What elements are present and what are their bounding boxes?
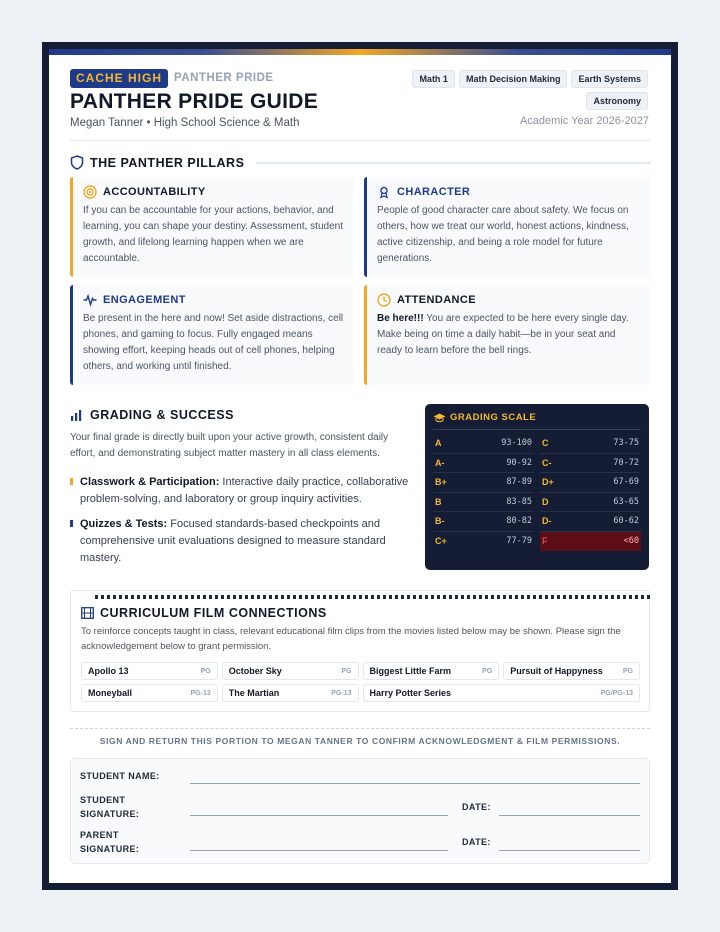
attendance-text: You are expected to be here every single day. Make being on time a daily habit—be in your seat and ready to learn before the bell rings. xyxy=(377,313,629,356)
course-chip: Earth Systems xyxy=(571,70,648,88)
course-chip: Math Decision Making xyxy=(459,70,568,88)
scale-range: 80-82 xyxy=(506,516,532,527)
film-rating: PG-13 xyxy=(190,689,211,697)
scale-grade: C- xyxy=(542,457,552,468)
film-item xyxy=(222,684,359,702)
film-title: The Martian xyxy=(228,688,280,698)
pulse-icon xyxy=(83,293,97,307)
label-line: STUDENT xyxy=(80,795,126,805)
parent-signature-line[interactable] xyxy=(190,850,448,851)
scale-row xyxy=(540,454,641,474)
film-item xyxy=(81,684,218,702)
scale-row xyxy=(433,454,534,474)
scale-row xyxy=(433,473,534,493)
bullet-marker xyxy=(70,520,73,527)
parent-signature-label xyxy=(80,828,139,856)
pillar-title xyxy=(377,185,640,199)
pillars-heading-text: THE PANTHER PILLARS xyxy=(90,155,245,170)
grading-heading xyxy=(70,408,234,422)
scale-row xyxy=(433,434,534,454)
course-chips xyxy=(388,70,648,110)
page-title: PANTHER PRIDE GUIDE xyxy=(70,90,318,113)
bullet-text: Focused standards-based checkpoints and comprehensive unit evaluations designed to measure standard mastery. xyxy=(80,518,386,564)
scale-grade: D+ xyxy=(542,477,554,488)
student-signature-label xyxy=(80,793,139,821)
parent-date-label: DATE: xyxy=(462,837,491,847)
scale-range: 63-65 xyxy=(613,496,639,507)
film-rating: PG/PG-13 xyxy=(600,689,633,697)
label-line: SIGNATURE: xyxy=(80,844,140,854)
attendance-lead: Be here!!! xyxy=(377,313,424,324)
scale-row xyxy=(540,512,641,532)
bullet-label: Classwork & Participation: xyxy=(80,476,220,488)
label-line: SIGNATURE: xyxy=(80,809,140,819)
bullet-marker xyxy=(70,478,73,485)
student-name-line[interactable] xyxy=(190,783,640,784)
header-divider xyxy=(70,140,650,141)
school-badge: CACHE HIGH xyxy=(70,69,168,88)
pillar-title xyxy=(83,293,344,307)
scale-grade: D- xyxy=(542,516,552,527)
scale-row-fail xyxy=(540,532,641,552)
parent-date-line[interactable] xyxy=(499,850,640,851)
film-rating: PG-13 xyxy=(331,689,352,697)
accent-bar xyxy=(49,49,671,55)
film-icon xyxy=(81,607,94,619)
pillar-title-text: CHARACTER xyxy=(397,186,471,198)
grading-scale-title-text: GRADING SCALE xyxy=(450,412,537,423)
pillar-title-text: ACCOUNTABILITY xyxy=(103,186,206,198)
pillars-heading xyxy=(70,155,650,170)
film-title: Moneyball xyxy=(88,688,133,698)
film-title: October Sky xyxy=(228,666,282,676)
bullet-text: Interactive daily practice, collaborative problem-solving, and laboratory or group inquiry activities. xyxy=(80,476,409,505)
film-rating: PG xyxy=(622,667,633,675)
scale-grade: B- xyxy=(435,516,445,527)
film-rating: PG xyxy=(200,667,211,675)
scale-grade: D xyxy=(542,496,549,507)
bullet-label: Quizzes & Tests: xyxy=(80,518,168,530)
film-rating: PG xyxy=(482,667,493,675)
student-signature-line[interactable] xyxy=(190,815,448,816)
academic-year: Academic Year 2026-2027 xyxy=(519,115,649,127)
scale-column-left xyxy=(433,434,534,551)
course-chip: Math 1 xyxy=(412,70,455,88)
film-title: Apollo 13 xyxy=(88,666,129,676)
scale-grade: A xyxy=(435,438,442,449)
label-line: PARENT xyxy=(80,830,119,840)
film-strip-border xyxy=(95,595,650,599)
scale-range: 93-100 xyxy=(501,438,532,449)
grading-intro: Your final grade is directly built upon your active growth, consistent daily effort, and demonstrating subject matter mastery in all class elements. xyxy=(70,432,389,459)
pillar-title xyxy=(377,293,640,307)
film-title: Biggest Little Farm xyxy=(369,666,452,676)
course-chip: Astronomy xyxy=(586,92,648,110)
signature-instructions: SIGN AND RETURN THIS PORTION TO MEGAN TANNER TO CONFIRM ACKNOWLEDGMENT & FILM PERMISSIONS. xyxy=(99,736,621,746)
scale-grade: B xyxy=(435,496,442,507)
scale-range: 90-92 xyxy=(506,457,532,468)
pillar-text: If you can be accountable for your actions, behavior, and learning, you can shape your destiny. Assessment, student growth, and lifelong learning happen when we are accountable. xyxy=(83,205,343,264)
student-date-label: DATE: xyxy=(462,802,491,812)
film-description: To reinforce concepts taught in class, relevant educational film clips from the movies listed below may be shown. Please sign the acknowledgement below to grant permission. xyxy=(81,626,621,652)
pillar-title-text: ENGAGEMENT xyxy=(103,294,186,306)
scale-range: 77-79 xyxy=(506,536,532,547)
pillar-text xyxy=(377,311,640,359)
scale-grade: B+ xyxy=(435,477,447,488)
scale-grade: F xyxy=(542,536,548,547)
shield-icon xyxy=(70,155,84,170)
pillar-card-attendance xyxy=(364,285,650,385)
scale-grade: C+ xyxy=(435,536,447,547)
subtitle-tag: PANTHER PRIDE xyxy=(174,72,274,84)
pillar-card-character xyxy=(364,177,650,277)
pillar-card-accountability xyxy=(70,177,354,277)
cut-line xyxy=(70,728,650,729)
film-item xyxy=(363,662,500,680)
scale-row xyxy=(433,493,534,513)
scale-row xyxy=(540,473,641,493)
film-item xyxy=(363,684,641,702)
clock-icon xyxy=(377,293,391,307)
grading-scale-grid xyxy=(433,434,641,551)
pillar-title-text: ATTENDANCE xyxy=(397,294,476,306)
pillar-title xyxy=(83,185,344,199)
film-rating: PG xyxy=(341,667,352,675)
scale-row xyxy=(540,493,641,513)
film-title: Harry Potter Series xyxy=(369,688,452,698)
student-name-label: STUDENT NAME: xyxy=(80,771,160,781)
scale-range: 73-75 xyxy=(613,438,639,449)
award-icon xyxy=(377,185,391,199)
film-list xyxy=(81,662,640,702)
scale-column-right xyxy=(540,434,641,551)
pillar-text: Be present in the here and now! Set aside distractions, cell phones, and gaming to focus. Fully engaged means showing effort, keeping heads out of cell phones, helping others, and working until finished. xyxy=(83,313,344,372)
film-item xyxy=(503,662,640,680)
scale-range: <60 xyxy=(623,536,639,547)
grading-bullet xyxy=(70,474,415,508)
scale-row xyxy=(433,532,534,552)
film-heading xyxy=(81,606,327,620)
scale-range: 87-89 xyxy=(506,477,532,488)
scale-grade: C xyxy=(542,438,549,449)
scale-range: 83-85 xyxy=(506,496,532,507)
grading-heading-text: GRADING & SUCCESS xyxy=(90,408,234,422)
graduation-cap-icon xyxy=(433,413,446,423)
teacher-byline: Megan Tanner • High School Science & Math xyxy=(70,117,300,129)
grading-bullet xyxy=(70,516,415,567)
film-title: Pursuit of Happyness xyxy=(510,666,603,676)
grading-scale-title xyxy=(433,412,641,430)
pillar-text: People of good character care about safety. We focus on others, how we treat our world, honest actions, kindness, active citizenship, and being a role model for future generations. xyxy=(377,205,629,264)
bar-chart-icon xyxy=(70,409,84,422)
film-item xyxy=(222,662,359,680)
scale-range: 70-72 xyxy=(613,457,639,468)
target-icon xyxy=(83,185,97,199)
scale-grade: A- xyxy=(435,457,445,468)
film-heading-text: CURRICULUM FILM CONNECTIONS xyxy=(100,606,327,620)
film-item xyxy=(81,662,218,680)
grading-scale-card xyxy=(425,404,649,570)
pillar-card-engagement xyxy=(70,285,354,385)
student-date-line[interactable] xyxy=(499,815,640,816)
heading-rule xyxy=(256,162,650,164)
scale-row xyxy=(540,434,641,454)
scale-row xyxy=(433,512,534,532)
scale-range: 60-62 xyxy=(613,516,639,527)
scale-range: 67-69 xyxy=(613,477,639,488)
